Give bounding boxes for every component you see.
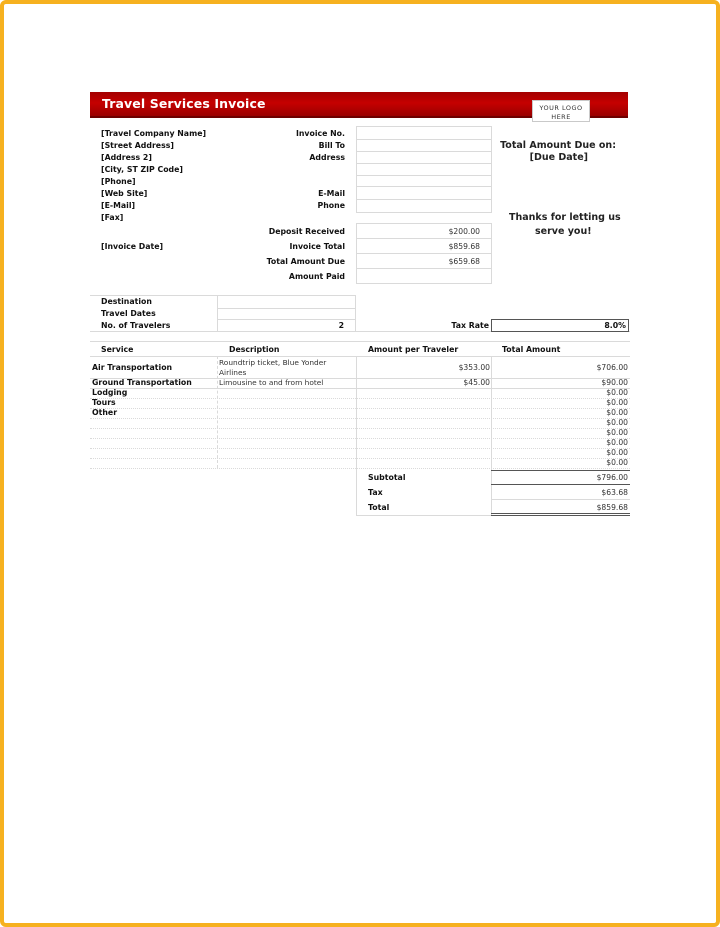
company-email: [E-Mail]	[101, 201, 136, 210]
row-divider	[90, 468, 630, 469]
thanks-line-2: serve you!	[535, 226, 592, 237]
total-due-field[interactable]	[356, 253, 492, 269]
invoice-no-label: Invoice No.	[295, 129, 345, 138]
amount-paid-label: Amount Paid	[288, 272, 345, 281]
tax-rate-value: 8.0%	[604, 321, 626, 330]
row-total: $0.00	[606, 398, 628, 407]
deposit-value: $200.00	[448, 227, 480, 236]
bill-to-label: Bill To	[318, 141, 345, 150]
total-double-line	[491, 513, 630, 516]
travelers-value: 2	[338, 321, 344, 330]
company-phone: [Phone]	[101, 177, 136, 186]
row-per-traveler: $45.00	[463, 378, 490, 387]
total-value: $859.68	[596, 503, 628, 512]
row-total: $0.00	[606, 428, 628, 437]
company-website: [Web Site]	[101, 189, 148, 198]
total-label: Total	[368, 503, 390, 512]
invoice-no-field[interactable]	[356, 126, 492, 140]
row-service: Ground Transportation	[92, 378, 192, 387]
destination-field[interactable]	[217, 295, 356, 309]
amount-paid-field[interactable]	[356, 268, 492, 284]
row-total: $0.00	[606, 438, 628, 447]
row-description: Limousine to and from hotel	[219, 378, 324, 387]
row-description-cont: Airlines	[219, 368, 247, 377]
total-due-value: $659.68	[448, 257, 480, 266]
invoice-total-label: Invoice Total	[289, 242, 345, 251]
row-service: Other	[92, 408, 118, 417]
row-service: Lodging	[92, 388, 128, 397]
address-label: Address	[309, 153, 345, 162]
invoice-title: Travel Services Invoice	[102, 96, 266, 111]
company-address2: [Address 2]	[101, 153, 152, 162]
company-street: [Street Address]	[101, 141, 174, 150]
row-total: $90.00	[601, 378, 628, 387]
col-divider	[217, 356, 218, 468]
row-total: $0.00	[606, 408, 628, 417]
subtotal-value: $796.00	[596, 473, 628, 482]
col-header-service: Service	[101, 345, 134, 354]
field-divider	[356, 163, 492, 164]
travel-dates-label: Travel Dates	[101, 309, 156, 318]
subtotal-top-line	[491, 470, 630, 471]
company-city: [City, ST ZIP Code]	[101, 165, 183, 174]
row-total: $0.00	[606, 388, 628, 397]
col-header-per-traveler: Amount per Traveler	[368, 345, 459, 354]
deposit-label: Deposit Received	[268, 227, 345, 236]
row-description: Roundtrip ticket, Blue Yonder	[219, 358, 327, 367]
thanks-line-1: Thanks for letting us	[509, 212, 621, 223]
row-total: $0.00	[606, 458, 628, 467]
row-total: $706.00	[596, 363, 628, 372]
total-due-label: Total Amount Due	[266, 257, 345, 266]
subtotal-label: Subtotal	[368, 473, 406, 482]
col-header-total: Total Amount	[502, 345, 561, 354]
deposit-field[interactable]	[356, 223, 492, 239]
row-service: Tours	[92, 398, 116, 407]
tax-label: Tax	[368, 488, 383, 497]
logo-text-line-2: HERE	[551, 112, 571, 121]
travelers-label: No. of Travelers	[101, 321, 171, 330]
amount-due-title: Total Amount Due on:	[500, 140, 616, 151]
col-header-description: Description	[229, 345, 280, 354]
email-label: E-Mail	[318, 189, 345, 198]
tax-value: $63.68	[601, 488, 628, 497]
tax-bottom-line	[491, 499, 630, 500]
invoice-total-value: $859.68	[448, 242, 480, 251]
table-top-line	[90, 341, 630, 342]
totals-bottom-line	[356, 515, 491, 516]
phone-label: Phone	[317, 201, 345, 210]
due-date: [Due Date]	[529, 152, 588, 163]
logo-placeholder	[532, 100, 590, 122]
destination-label: Destination	[101, 297, 152, 306]
phone-field[interactable]	[356, 199, 492, 213]
row-total: $0.00	[606, 448, 628, 457]
row-per-traveler: $353.00	[458, 363, 490, 372]
tax-rate-field[interactable]	[491, 319, 629, 332]
invoice-total-field[interactable]	[356, 238, 492, 254]
company-name: [Travel Company Name]	[101, 129, 207, 138]
subtotal-bottom-line	[491, 484, 630, 485]
company-fax: [Fax]	[101, 213, 124, 222]
email-field[interactable]	[356, 186, 492, 200]
row-total: $0.00	[606, 418, 628, 427]
field-divider	[356, 175, 492, 176]
logo-text-line-1: YOUR LOGO	[539, 104, 583, 112]
tax-rate-label: Tax Rate	[451, 321, 489, 330]
header-bottom-line	[90, 356, 630, 357]
row-service: Air Transportation	[92, 363, 173, 372]
invoice-date: [Invoice Date]	[101, 242, 164, 251]
